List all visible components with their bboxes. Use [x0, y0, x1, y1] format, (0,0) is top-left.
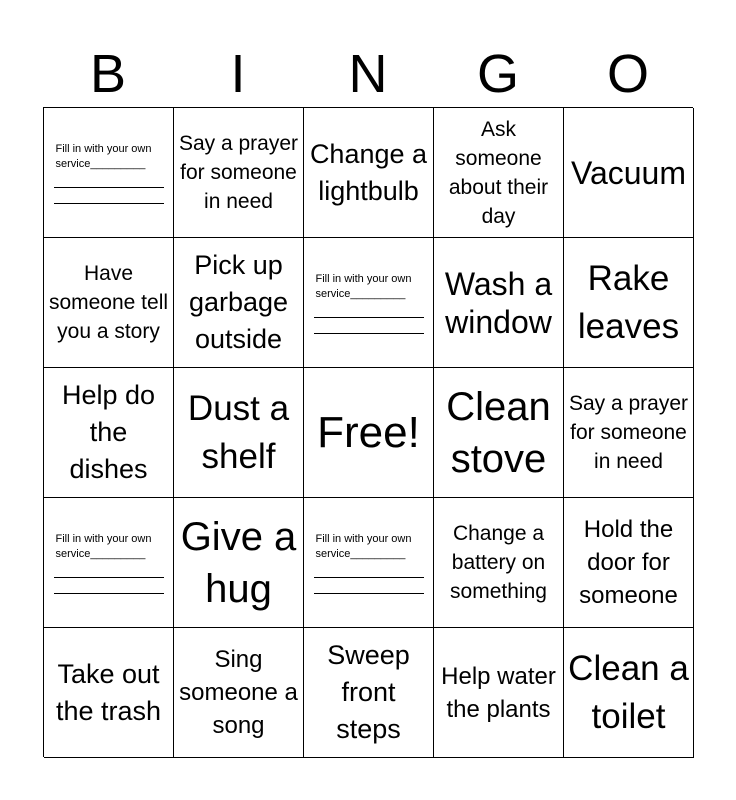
bingo-cell-label: Vacuum [570, 154, 686, 191]
header-letter-b: B [89, 44, 127, 104]
fill-in-prompt: Fill in with your own service_________ [55, 532, 152, 560]
bingo-cell-label: Take out the trash [55, 658, 162, 726]
bingo-cell-label: Change a lightbulb [309, 138, 428, 206]
fill-in-blank-line[interactable] [54, 188, 164, 204]
fill-in-blank-line[interactable] [54, 172, 164, 188]
bingo-cell-label: Clean a toilet [568, 648, 689, 736]
bingo-cell-label: Help water the plants [441, 662, 556, 723]
header-letter-n: N [348, 44, 388, 104]
bingo-cell[interactable] [434, 628, 564, 758]
fill-in-blank-line[interactable] [54, 578, 164, 594]
header-letter-g: G [476, 44, 519, 104]
bingo-cell-fill-in[interactable] [304, 238, 434, 368]
bingo-cell-label: Pick up garbage outside [188, 250, 289, 354]
fill-in-blank-line[interactable] [54, 562, 164, 578]
bingo-cell[interactable] [304, 108, 434, 238]
bingo-cell-free[interactable] [304, 368, 434, 498]
bingo-cell-label: Wash a window [444, 265, 553, 340]
bingo-cell[interactable] [434, 108, 564, 238]
bingo-cell[interactable] [174, 368, 304, 498]
bingo-cell[interactable] [564, 498, 694, 628]
fill-in-prompt: Fill in with your own service_________ [55, 142, 152, 170]
fill-in-blank-line[interactable] [314, 562, 424, 578]
bingo-cell[interactable] [564, 628, 694, 758]
bingo-card-grid [43, 107, 693, 757]
bingo-cell[interactable] [434, 368, 564, 498]
bingo-cell-label: Dust a shelf [187, 388, 290, 476]
bingo-cell-label: Help do the dishes [61, 380, 156, 484]
bingo-cell-label: Change a battery on something [450, 522, 547, 603]
bingo-cell-label: Sweep front steps [327, 640, 410, 744]
bingo-cell[interactable] [304, 628, 434, 758]
bingo-cell-label: Give a hug [180, 514, 297, 611]
bingo-cell-fill-in[interactable] [304, 498, 434, 628]
fill-in-prompt: Fill in with your own service_________ [315, 532, 412, 560]
bingo-cell-label: Have someone tell you a story [48, 262, 169, 343]
bingo-cell-label: Say a prayer for someone in need [568, 392, 689, 473]
bingo-cell[interactable] [174, 628, 304, 758]
bingo-cell-fill-in[interactable] [44, 498, 174, 628]
bingo-cell[interactable] [174, 238, 304, 368]
bingo-cell[interactable] [44, 238, 174, 368]
bingo-cell-label: Free! [317, 407, 420, 457]
bingo-cell[interactable] [44, 368, 174, 498]
bingo-cell-label: Ask someone about their day [448, 117, 549, 228]
bingo-cell-label: Say a prayer for someone in need [178, 132, 299, 213]
bingo-cell-fill-in[interactable] [44, 108, 174, 238]
bingo-cell[interactable] [174, 108, 304, 238]
bingo-cell-label: Sing someone a song [179, 646, 298, 739]
bingo-cell-label: Rake leaves [577, 258, 680, 346]
bingo-cell[interactable] [434, 498, 564, 628]
fill-in-blank-line[interactable] [314, 578, 424, 594]
bingo-cell[interactable] [564, 238, 694, 368]
fill-in-prompt: Fill in with your own service_________ [315, 272, 412, 300]
fill-in-blank-line[interactable] [314, 302, 424, 318]
bingo-cell[interactable] [564, 108, 694, 238]
bingo-cell[interactable] [434, 238, 564, 368]
fill-in-blank-line[interactable] [314, 318, 424, 334]
bingo-cell[interactable] [44, 628, 174, 758]
header-letter-o: O [606, 44, 649, 104]
bingo-header [43, 40, 693, 108]
header-letter-i: I [230, 44, 246, 104]
bingo-cell-label: Hold the door for someone [579, 516, 678, 609]
bingo-cell-label: Clean stove [446, 384, 551, 481]
bingo-cell[interactable] [564, 368, 694, 498]
bingo-cell[interactable] [174, 498, 304, 628]
